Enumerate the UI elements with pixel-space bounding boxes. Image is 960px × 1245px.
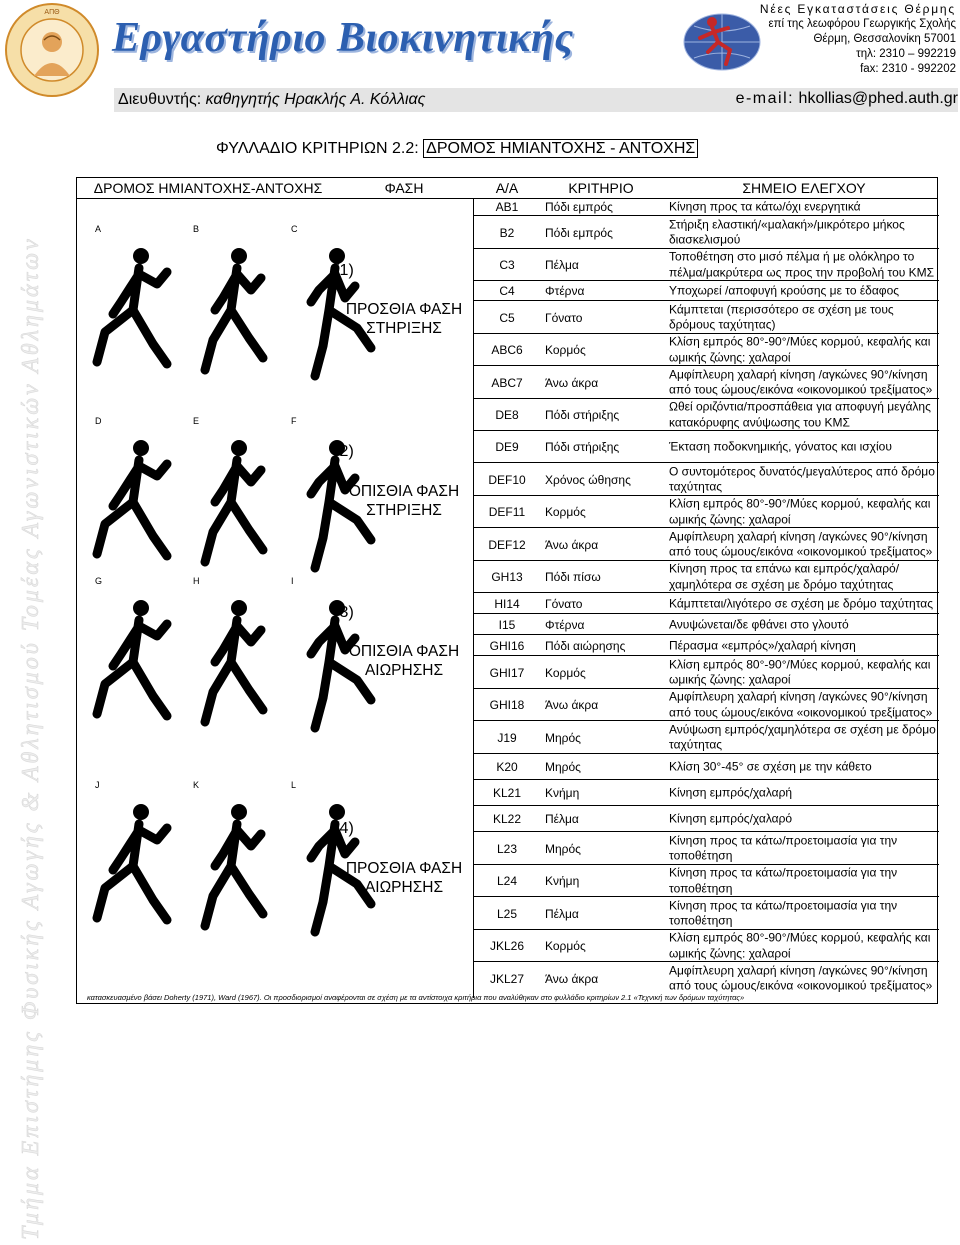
- column-header: ΔΡΟΜΟΣ ΗΜΙΑΝΤΟΧΗΣ-ΑΝΤΟΧΗΣ: [93, 180, 323, 196]
- criterion-name: Πόδι εμπρός: [545, 225, 613, 240]
- checkpoint-text: Ωθεί οριζόντια/προσπάθεια για αποφυγή μεγάλης κατακόρυφης ανύψωσης του ΚΜΣ: [669, 399, 931, 429]
- criterion-name: Πόδι πίσω: [545, 570, 601, 584]
- table-row: [473, 560, 939, 593]
- criterion-id: GH13: [491, 570, 523, 584]
- criterion-id: DEF10: [488, 472, 526, 487]
- criterion-name: Πέλμα: [545, 906, 579, 921]
- table-row: [473, 398, 939, 431]
- checkpoint-text: Αμφίπλευρη χαλαρή κίνηση /αγκώνες 90°/κίνηση από τους ώμους/εικόνα «οικονομικού τρεξίματος»: [669, 529, 933, 559]
- phase-number: (4): [334, 820, 354, 837]
- criterion-name: Μηρός: [545, 760, 581, 774]
- address-line: fax: 2310 - 992202: [860, 63, 956, 75]
- checkpoint-text: Αμφίπλευρη χαλαρή κίνηση /αγκώνες 90°/κίνηση από τους ώμους/εικόνα «οικονομικού τρεξίματος»: [669, 963, 933, 993]
- checkpoint-text: Τοποθέτηση στο μισό πέλμα ή με ολόκληρο το πέλμα/μακρύτερα ως προς την προβολή του ΚΜΣ: [669, 249, 935, 279]
- table-row: [473, 864, 939, 897]
- criterion-id: KL22: [492, 812, 522, 826]
- criterion-name: Πέλμα: [545, 812, 579, 826]
- criterion-id: C3: [499, 258, 515, 272]
- email-line: [736, 90, 958, 108]
- criterion-id: GHI18: [489, 698, 525, 712]
- criterion-name: Κνήμη: [545, 786, 580, 800]
- phase-number: (1): [334, 262, 354, 279]
- figure-letter: D: [95, 416, 102, 426]
- checkpoint-text: Κίνηση εμπρός/χαλαρό: [669, 811, 793, 826]
- checkpoint-text: Κίνηση προς τα κάτω/προετοιμασία για την τοποθέτηση: [669, 898, 898, 928]
- column-header: ΣΗΜΕΙΟ ΕΛΕΓΧΟΥ: [742, 180, 866, 196]
- table-row: [473, 613, 939, 635]
- checkpoint-text: Κίνηση προς τα κάτω/όχι ενεργητικά: [669, 199, 861, 214]
- figure-letter: E: [193, 416, 200, 426]
- address-line: Θέρμη, Θεσσαλονίκη 57001: [813, 33, 956, 45]
- table-row: [473, 805, 939, 832]
- criterion-id: KL21: [492, 786, 522, 800]
- table-row: [473, 655, 939, 689]
- table-row: [473, 961, 939, 995]
- figure-letter: I: [291, 576, 294, 586]
- criterion-name: Πέλμα: [545, 258, 579, 272]
- table-row: [473, 753, 939, 780]
- checkpoint-text: Έκταση ποδοκνημικής, γόνατος και ισχίου: [669, 439, 892, 454]
- address-line: τηλ: 2310 – 992219: [856, 48, 956, 60]
- checkpoint-text: Κίνηση προς τα κάτω/προετοιμασία για την τοποθέτηση: [669, 865, 898, 895]
- director-label: Διευθυντής:: [118, 91, 202, 108]
- criterion-name: Κορμός: [545, 343, 586, 357]
- criterion-id: JKL26: [489, 939, 525, 953]
- criterion-name: Κορμός: [545, 505, 586, 519]
- criterion-id: JKL27: [489, 971, 525, 986]
- sheet-title: [216, 140, 698, 158]
- table-row: [473, 720, 939, 754]
- table-row: [473, 779, 939, 806]
- checkpoint-text: Κλίση 30°-45° σε σχέση με την κάθετο: [669, 759, 872, 774]
- sheet-title-prefix: ΦΥΛΛΑΔΙΟ ΚΡΙΤΗΡΙΩΝ 2.2:: [216, 140, 424, 157]
- address-line: επί της λεωφόρου Γεωργικής Σχολής: [768, 18, 956, 30]
- address-line: Νέες Εγκαταστάσεις Θέρμης: [759, 2, 956, 16]
- criterion-id: DE8: [495, 408, 519, 422]
- figure-letter: H: [193, 576, 200, 586]
- criterion-name: Κνήμη: [545, 874, 580, 888]
- criteria-table: [76, 177, 938, 1004]
- table-row: [473, 215, 939, 249]
- director-name: καθηγητής Ηρακλής Α. Κόλλιας: [205, 91, 426, 108]
- checkpoint-text: Ανύψωση εμπρός/χαμηλότερα σε σχέση με δρόμο ταχύτητας: [669, 722, 936, 752]
- criterion-name: Γόνατο: [545, 596, 583, 611]
- figure-letter: G: [95, 576, 103, 586]
- director-line: [118, 91, 425, 109]
- department-watermark: Τμήμα Επιστήμης Φυσικής Αγωγής & Αθλητισμού Τομέας Αγωνιστικών Αθλημάτων: [18, 236, 44, 1240]
- lab-address: [760, 2, 956, 77]
- criterion-name: Κορμός: [545, 939, 586, 953]
- criterion-name: Άνω άκρα: [545, 375, 599, 390]
- checkpoint-text: Ανυψώνεται/δε φθάνει στο γλουτό: [669, 616, 849, 631]
- table-row: [473, 929, 939, 962]
- criterion-id: L24: [496, 874, 518, 888]
- table-row: [473, 896, 939, 930]
- table-row: [473, 333, 939, 366]
- table-row: [473, 248, 939, 281]
- table-row: [473, 300, 939, 334]
- table-row: [473, 199, 939, 215]
- criterion-id: K20: [496, 760, 518, 774]
- criterion-id: B2: [499, 225, 515, 240]
- table-row: [473, 495, 939, 528]
- criterion-name: Γόνατο: [545, 310, 583, 325]
- checkpoint-text: Κλίση εμπρός 80°-90°/Μύες κορμού, κεφαλής και ωμικής ζώνης: χαλαροί: [669, 657, 931, 687]
- criterion-id: DEF11: [488, 505, 526, 519]
- table-row: [473, 634, 939, 656]
- criterion-id: DEF12: [488, 537, 526, 552]
- figure-letter: B: [193, 224, 200, 234]
- svg-text:ΑΠΘ: ΑΠΘ: [44, 9, 60, 16]
- table-row: [473, 365, 939, 399]
- column-header: ΚΡΙΤΗΡΙΟ: [568, 180, 634, 196]
- checkpoint-text: Κίνηση προς τα επάνω και εμπρός/χαλαρό/ χαμηλότερα σε σχέση με δρόμο ταχύτητας: [669, 561, 900, 591]
- sheet-title-boxed: ΔΡΟΜΟΣ ΗΜΙΑΝΤΟΧΗΣ - ΑΝΤΟΧΗΣ: [423, 139, 698, 158]
- checkpoint-text: Κλίση εμπρός 80°-90°/Μύες κορμού, κεφαλής και ωμικής ζώνης: χαλαροί: [669, 930, 931, 960]
- figure-letter: C: [291, 224, 298, 234]
- checkpoint-text: Αμφίπλευρη χαλαρή κίνηση /αγκώνες 90°/κίνηση από τους ώμους/εικόνα «οικονομικού τρεξίματος»: [669, 689, 933, 719]
- criterion-id: ABC6: [491, 343, 523, 357]
- table-row: [473, 527, 939, 561]
- criterion-name: Άνω άκρα: [545, 698, 599, 712]
- criterion-id: L25: [496, 906, 518, 921]
- column-header: ΦΑΣΗ: [384, 180, 424, 196]
- figure-letter: A: [95, 224, 102, 234]
- phase-name: ΠΡΟΣΘΙΑ ΦΑΣΗ ΑΙΩΡΗΣΗΣ: [345, 860, 463, 896]
- figure-letter: J: [95, 780, 100, 790]
- table-row: [473, 462, 939, 496]
- criterion-name: Μηρός: [545, 730, 581, 745]
- criterion-name: Πόδι στήριξης: [545, 440, 620, 454]
- criterion-id: I15: [498, 617, 516, 632]
- figure-letter: F: [291, 416, 297, 426]
- phase-number: (3): [334, 604, 354, 621]
- runner-globe-logo: [672, 4, 772, 74]
- table-row: [473, 831, 939, 865]
- criterion-name: Πόδι εμπρός: [545, 200, 613, 214]
- table-row: [473, 430, 939, 463]
- criterion-id: C4: [499, 284, 515, 298]
- source-footnote: κατασκευασμένο βάσει Doherty (1971), Ward (1967). Οι προσδιορισμοί αναφέρονται σε σχέση με τα αντίστοιχα κριτήρια που αναλύθηκαν στο φυλλάδιο κριτηρίων 2.1 «Τεχνική των δρόμων ταχύτητας»: [87, 993, 745, 1002]
- criterion-name: Άνω άκρα: [545, 537, 599, 552]
- column-header: Α/Α: [495, 180, 519, 196]
- checkpoint-text: Κίνηση προς τα κάτω/προετοιμασία για την τοποθέτηση: [669, 833, 898, 863]
- lab-title: Εργαστήριο Βιοκινητικής: [112, 15, 574, 61]
- phase-name: ΠΡΟΣΘΙΑ ΦΑΣΗ ΣΤΗΡΙΞΗΣ: [345, 301, 463, 337]
- university-seal-logo: [4, 2, 100, 98]
- checkpoint-text: Στήριξη ελαστική/«μαλακή»/μικρότερο μήκος διασκελισμού: [669, 217, 905, 247]
- criterion-id: GHI16: [489, 638, 525, 653]
- table-row: [473, 688, 939, 721]
- criterion-name: Φτέρνα: [545, 617, 585, 632]
- criterion-name: Μηρός: [545, 841, 581, 856]
- criterion-name: Πόδι στήριξης: [545, 408, 620, 422]
- checkpoint-text: Ο συντομότερος δυνατός/μεγαλύτερος από δρόμο ταχύτητας: [669, 464, 935, 494]
- table-row: [473, 592, 939, 614]
- checkpoint-text: Κίνηση εμπρός/χαλαρή: [669, 785, 793, 800]
- checkpoint-text: Κάμπτεται (περισσότερο σε σχέση με τους δρόμους ταχύτητας): [669, 302, 894, 332]
- email-label: e-mail:: [735, 90, 795, 107]
- criterion-name: Κορμός: [545, 665, 586, 680]
- criterion-name: Φτέρνα: [545, 284, 585, 298]
- figure-letter: K: [193, 780, 200, 790]
- email-address[interactable]: hkollias@phed.auth.gr: [798, 90, 958, 107]
- criterion-id: C5: [499, 310, 515, 325]
- phase-number: (2): [334, 443, 354, 460]
- criterion-id: AB1: [495, 200, 519, 214]
- checkpoint-text: Κάμπτεται/λιγότερο σε σχέση με δρόμο ταχύτητας: [669, 595, 934, 610]
- table-row: [473, 280, 939, 301]
- checkpoint-text: Κλίση εμπρός 80°-90°/Μύες κορμού, κεφαλής και ωμικής ζώνης: χαλαροί: [669, 334, 931, 364]
- figure-letter: L: [291, 780, 297, 790]
- criterion-name: Πόδι αιώρησης: [545, 638, 626, 653]
- criterion-id: HI14: [494, 596, 520, 611]
- checkpoint-text: Πέρασμα «εμπρός»/χαλαρή κίνηση: [669, 637, 856, 652]
- checkpoint-text: Υποχωρεί /αποφυγή κρούσης με το έδαφος: [669, 283, 900, 298]
- criterion-id: DE9: [495, 440, 519, 454]
- checkpoint-text: Αμφίπλευρη χαλαρή κίνηση /αγκώνες 90°/κίνηση από τους ώμους/εικόνα «οικονομικού τρεξίματος»: [669, 367, 933, 397]
- phase-name: ΟΠΙΣΘΙΑ ΦΑΣΗ ΣΤΗΡΙΞΗΣ: [348, 483, 460, 519]
- criterion-id: GHI17: [489, 665, 525, 680]
- criterion-name: Χρόνος ώθησης: [545, 472, 631, 487]
- checkpoint-text: Κλίση εμπρός 80°-90°/Μύες κορμού, κεφαλής και ωμικής ζώνης: χαλαροί: [669, 496, 931, 526]
- phase-name: ΟΠΙΣΘΙΑ ΦΑΣΗ ΑΙΩΡΗΣΗΣ: [348, 643, 460, 679]
- criterion-id: ABC7: [491, 375, 523, 390]
- criterion-id: J19: [497, 730, 517, 745]
- criterion-id: L23: [496, 841, 518, 856]
- criteria-rows: [77, 199, 937, 999]
- criterion-name: Άνω άκρα: [545, 971, 599, 986]
